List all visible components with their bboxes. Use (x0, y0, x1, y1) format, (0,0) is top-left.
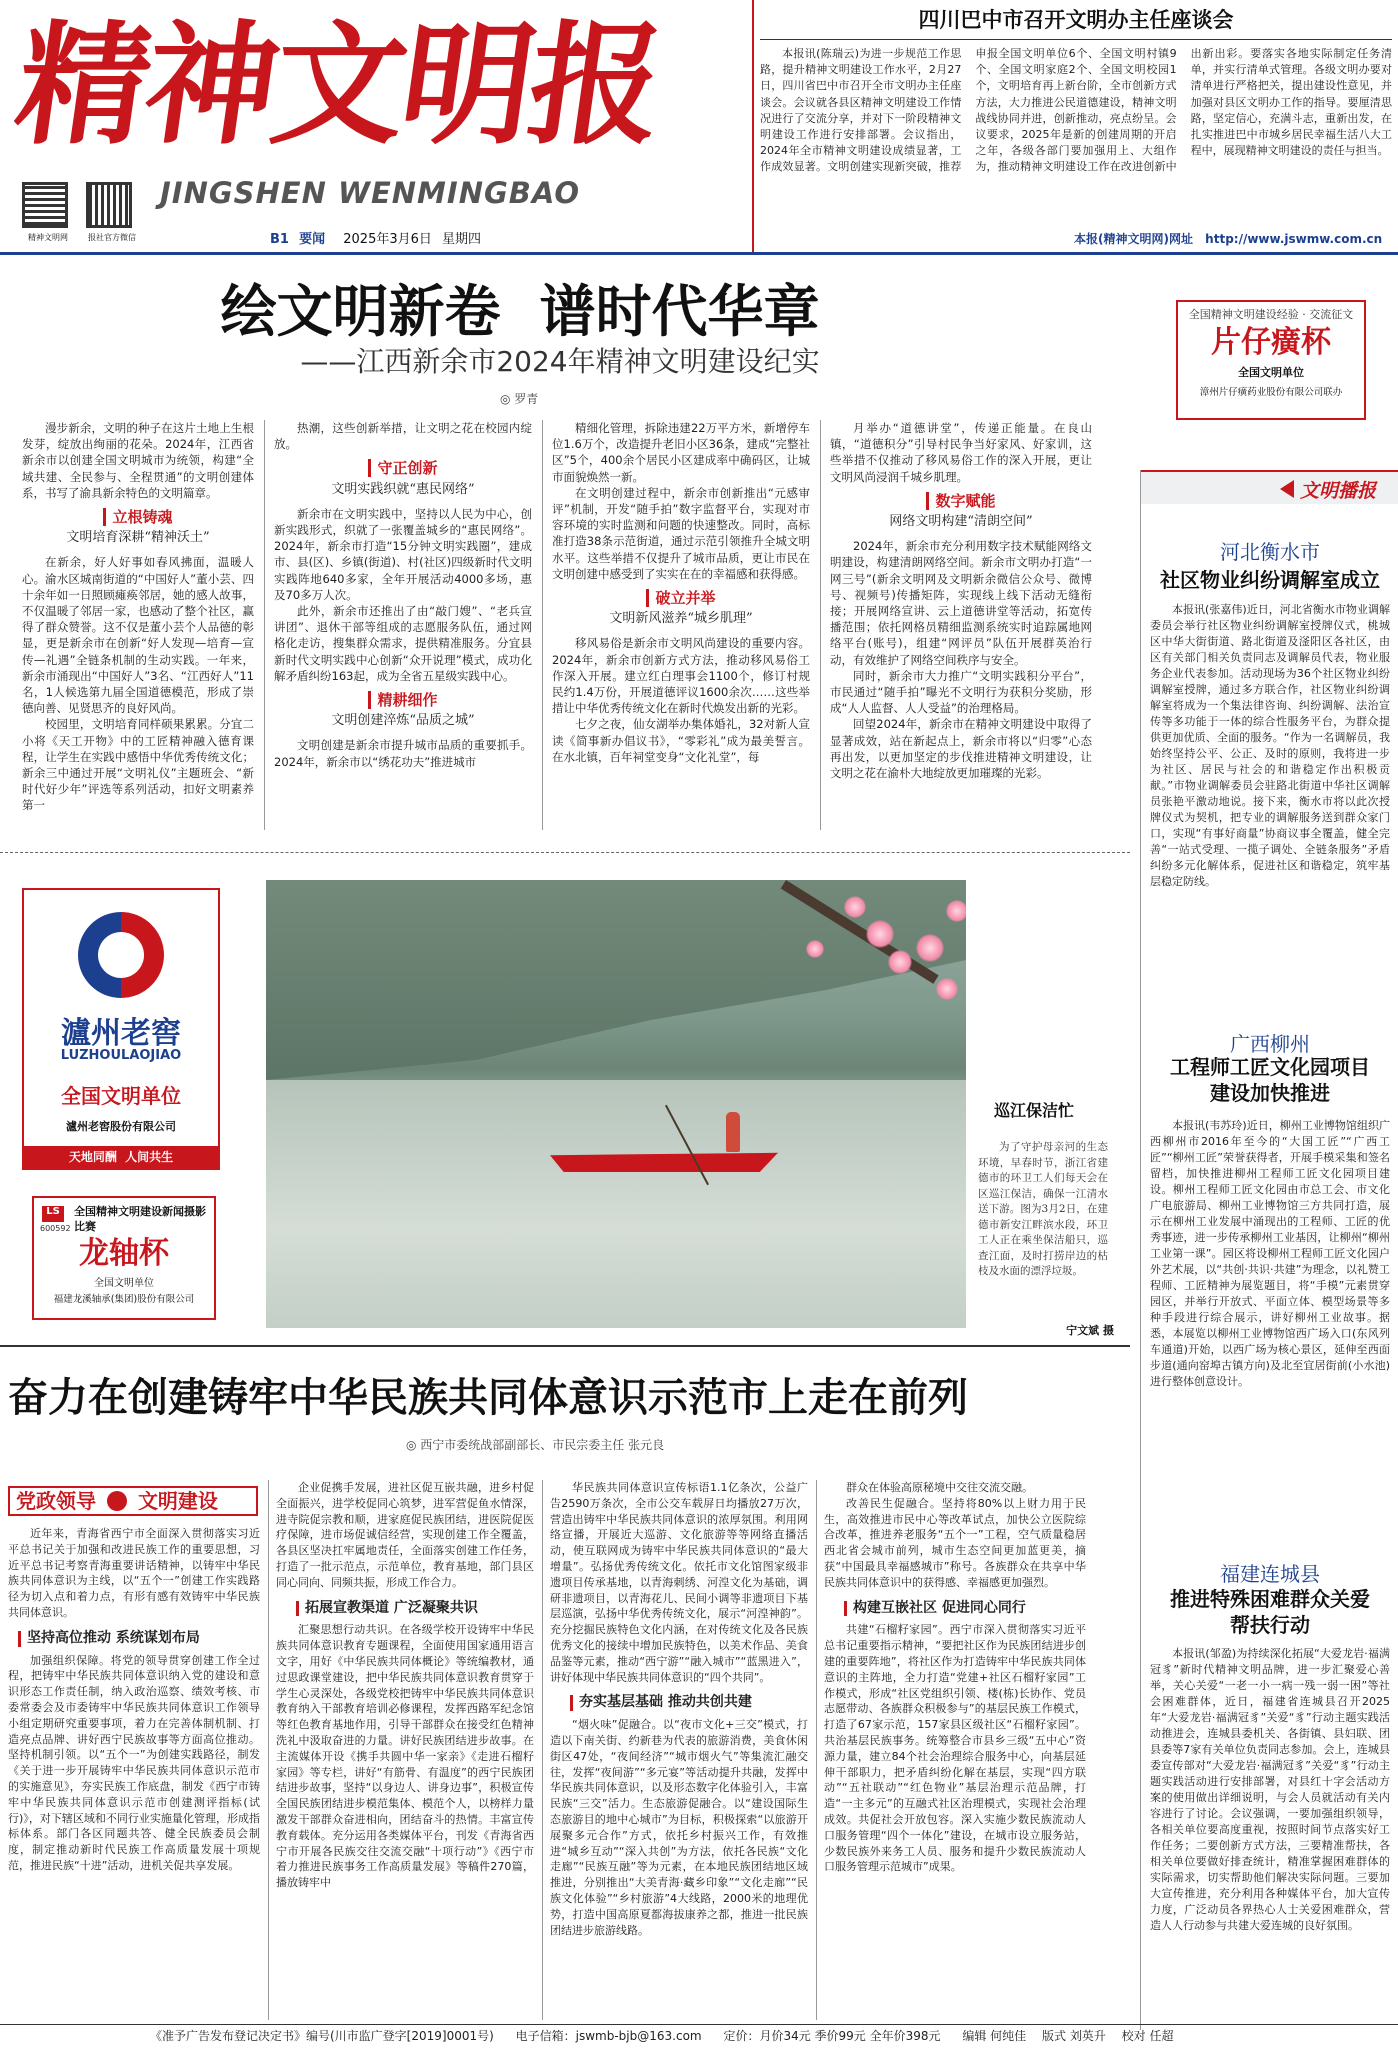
luzhou-pinyin: LUZHOULAOJIAO (60, 1048, 182, 1063)
news1-body: 本报讯(张嘉伟)近日，河北省衡水市物业调解委员会举行社区物业纠纷调解室授牌仪式，桃城区中华大街街道、路北街道及滏阳区各社区，由区有关部门相关负责同志及调解员代表，物业服务企业代表参加。活动现场为36个社区物业纠纷调解室授牌，通过多方联合作，社区物业纠纷调解室将成为一个集法律咨询、纠纷调解、法治宣传等多功能于一体的综合性服务平台，为群众提供更加优质、全面的服务。“作为一名调解员，我始终坚持公平、公正、及时的原则，我将进一步为社区、居民与社会的和谐稳定作出积极贡献。”市物业调解委员会驻路北街道中华社区调解员张艳平激动地说。接下来，衡水市将以此次授牌仪式为契机，把专业的调解服务送到群众家门口，实现“有事好商量”协商议事全覆盖，健全完善“一站式受理、一揽子调处、全链条服务”矛盾纠纷多元化解体系，促进社区和谐稳定，筑牢基层稳定防线。 (1150, 603, 1390, 888)
ad-pzh-brand: 片仔癀杯 (1211, 325, 1331, 360)
top-news-box (752, 0, 1398, 252)
broadcast-icon (1280, 480, 1294, 498)
qr-code-2[interactable] (86, 182, 132, 228)
lower-head-4: 构建互嵌社区 促进同心同行 (844, 1601, 1086, 1617)
article-col-3: 精细化管理，拆除违建22万平方米，新增停车位1.6万个，改造提升老旧小区36条，建成“完整社区”5个，400余个居民小区建成率中确码区，让城市面貌焕然一新。 在文明创建过程中，新余市创新推出“元感审评”机制，开发“随手拍”数字监督平台，实现对市容环境的实时监测和问题的快速整改。同时，高标准打造38条示范街道，通过示范引领推升全城文明水平。这些举措不仅提升了城市品质，更让市民在文明创建中感受到了实实在在的幸福感和获得感。 破立并举 文明新风滋养“城乡肌理” 移风易俗是新余市文明风尚建设的重要内容。2024年，新余市创新方式方法，推动移风易俗工作深入开展。建立红白理事会1100个，修订村规民约1.4万份，开展道德评议1600余次……这些举措让中华优秀传统文化在新时代焕发出新的光彩。 七夕之夜，仙女湖举办集体婚礼，32对新人宣读《简事新办倡议书》，“零彩礼”成为最美誓言。在水北镇，百年祠堂变身“文化礼堂”，每 (552, 421, 810, 764)
news1-location: 河北衡水市 (1220, 540, 1320, 564)
section-sub-3: 文明创建淬炼“品质之城” (331, 713, 475, 729)
section-head-4: 破立并举 (646, 589, 715, 607)
lower-col-4: 群众在体验高原秘境中交往交流交融。 改善民生促融合。坚持将80%以上财力用于民生，高效推进市民中心等改革试点，加快公立医院综合改革，推进养老服务“五个一”工程，空气质量稳居西北省会城市前列，城市生态空间更加蓝更美，摘获“中国最具幸福感城市”称号。各族群众在共享中华民族共同体意识中的获得感、幸福感更加强烈。 构建互嵌社区 促进同心同行 共建“石榴籽家园”。西宁市深入贯彻落实习近平总书记重要指示精神，“要把社区作为民族团结进步创建的重要阵地”，将社区作为打造铸牢中华民族共同体意识的主阵地，全力打造“党建+社区石榴籽家园”工作模式，形成“社区党组织引领、楼(栋)长协作、党员志愿带动、各族群众积极参与”的基层民族工作模式，打造了67家示范，157家县区级社区“石榴籽家园”。共治基层民族事务。统筹整合市县乡三级“五中心”资源力量，建立84个社会治理综合服务中心，向基层延伸干部职力，把矛盾纠纷化解在基层，实现“四方联动”“五社联动”“红色物业”基层治理示范品牌，打造“一主多元”的互融式社区治理模式，实现社会治理成效。共促社会开放包容。深入实施少数民族流动人口服务管理“四个一体化”建设，在城市设立服务站，少数民族外来务工人员、服务和提升少数民族流动人口服务管理示范城市”成果。 (824, 1481, 1086, 1874)
section-head-1: 立根铸魂 (22, 509, 254, 526)
section-sub-5: 网络文明构建“清朗空间” (889, 514, 1033, 530)
lower-author: ◎ 西宁市委统战部副部长、市民宗委主任 张元良 (406, 1438, 665, 1452)
article-col-2: 热潮，这些创新举措，让文明之花在校园内绽放。 守正创新 文明实践织就“惠民网络” 新余市在文明实践中，坚持以人民为中心，创新实践形式，织就了一张覆盖城乡的“惠民网络”。2024年，新余市打造“15分钟文明实践圈”，建成市、县(区)、乡镇(街道)、村(社区)四级新时代文明实践阵地640多家，全年开展活动4000多场，惠及70多万人次。 此外，新余市还推出了由“敲门嫂”、“老兵宣讲团”、退休干部等组成的志愿服务队伍，通过网格化走访，搜集群众需求，提供精准服务。分宜县新时代文明实践中心创新“众开说理”模式，成功化解矛盾纠纷163起，成为全省五星级实践中心。 精耕细作 文明创建淬炼“品质之城” 文明创建是新余市提升城市品质的重要抓手。2024年，新余市以“绣花功夫”推进城市 (274, 421, 532, 769)
qr-code-1[interactable] (22, 182, 68, 228)
section-head-2: 守正创新 (368, 459, 437, 477)
news2-title: 工程师工匠文化园项目建设加快推进 (1170, 1055, 1370, 1105)
longzhou-top: 全国精神文明建设新闻摄影比赛 (74, 1205, 206, 1233)
news3-title: 推进特殊困难群众关爱帮扶行动 (1170, 1587, 1370, 1637)
ad-pzh-unit: 全国文明单位 (1238, 366, 1304, 379)
footer (150, 2027, 1390, 2045)
section-head-5: 数字赋能 (926, 492, 995, 510)
ad-longzhou[interactable] (32, 1196, 216, 1320)
website-url[interactable]: http://www.jswmw.com.cn (1205, 232, 1383, 246)
lower-head-1: 坚持高位推动 系统谋划布局 (18, 1631, 260, 1647)
ad-pzh-company: 漳州片仔癀药业股份有限公司联办 (1199, 387, 1343, 398)
lower-title: 奋力在创建铸牢中华民族共同体意识示范市上走在前列 (8, 1375, 968, 1421)
river-photo (266, 880, 966, 1328)
luzhou-title: 全国文明单位 (61, 1084, 181, 1108)
website-label: 本报(精神文明网)网址 (1074, 232, 1193, 246)
ad-pzh-top: 全国精神文明建设经验 · 交流征文 (1188, 308, 1354, 321)
lower-tag (8, 1486, 258, 1516)
luzhou-logo-inner (98, 932, 144, 978)
ad-luzhou[interactable] (22, 888, 220, 1170)
lower-col-2: 企业促携手发展，进社区促互嵌共融，进乡村促全面振兴，进学校促同心筑梦，进军营促鱼水情深，进寺院促宗教和顺，进家庭促民族团结，进医院促医疗保障，进市场促诚信经营，实现创建工作全覆盖，各县区坚决扛牢属地责任，全面落实创建工作任务，打造了一批示范点，示范单位，教育基地，部门县区同心同向、同频共振，形成工作合力。 拓展宣教渠道 广泛凝聚共识 汇聚思想行动共识。在各级学校开设铸牢中华民族共同体意识教育专题课程，全面使用国家通用语言文字，用好《中华民族共同体概论》等统编教材，通过思政课堂建设，把中华民族共同体意识教育贯穿于学生心灵深处，各级党校把铸牢中华民族共同体意识教育纳入干部教育培训必修课程，发挥西路军纪念馆等红色教育基地作用，引导干部群众在接受红色精神洗礼中汲取奋进的力量。讲好民族团结进步故事。在主流媒体开设《携手共圆中华一家亲》《走进石榴籽家园》等专栏，讲好“有筋骨、有温度”的西宁民族团结进步故事，坚持“以身边人、讲身边事”，积极宣传全国民族团结进步模范集体、模范个人，以榜样力量激发干部群众奋进相向，团结奋斗的热情。丰富宣传教育载体。充分运用各类媒体平台，刊发《青海省西宁市开展各民族交往交流交融“十项行动”》《西宁市着力推进民族事务工作高质量发展》等稿件270篇，播放铸牢中 (276, 1481, 534, 1890)
sidebar-header (1140, 470, 1398, 504)
section-head-3: 精耕细作 (368, 691, 437, 709)
tag-icon (107, 1491, 127, 1511)
tag-civil: 文明建设 (137, 1489, 218, 1513)
sidebar-header-label: 文明播报 (1300, 480, 1377, 502)
article-col-1: 漫步新余，文明的种子在这片土地上生根发芽，绽放出绚丽的花朵。2024年，江西省新余市以创建全国文明城市为统领，构建“全域共建、全民参与、全程贯通”的文明创建体系，书写了渝具新余特色的文明篇章。 立根铸魂 文明培育深耕“精神沃土” 在新余，好人好事如春风拂面，温暖人心。渝水区城南街道的“中国好人”董小芸、四十余年如一日照顾瘫痪邻居，她的感人故事，不仅温暖了邻居一家，也感动了整个社区，赢得了群众赞誉。这不仅是董小芸个人品德的彰显，更是新余市在创新“好人发现—培育—宣传—礼遇”全链条机制的生动实践。一年来，新余市涌现出“中国好人”3名、“江西好人”11名，1人候选第九届全国道德模范，形成了崇德向善、见贤思齐的良好风尚。 校园里，文明培育同样硕果累累。分宜二小将《天工开物》中的工匠精神融入德育课程，让学生在实践中感悟中华优秀传统文化；新余三中通过开展“文明礼仪”主题班会、“新时代好少年”评选等系列活动，扣好文明素养第一 (22, 421, 254, 813)
qr2-label: 报社官方微信 (88, 233, 136, 242)
footer-license: 《准予广告发布登记决定书》编号(川市监广登字[2019]0001号) (150, 2029, 494, 2043)
headline-author: ◎ 罗青 (500, 392, 539, 406)
footer-editor: 编辑 何纯佳 (962, 2029, 1027, 2043)
top-news-title: 四川巴中市召开文明办主任座谈会 (760, 0, 1392, 40)
lower-col-3: 华民族共同体意识宣传标语1.1亿条次，公益广告2590万条次，全市公交车载屏日均播放27万次，营造出铸牢中华民族共同体意识的浓厚氛围。利用网络宣播，开展近大巡游、文化旅游等等网络直播活动，使互联网成为铸牢中华民族共同体意识的“最大增量”。弘扬优秀传统文化。依托市文化馆图家级非遗项目传承基地，以青海刺绣、河湟文化为基础，调研非遗项目，以青海花儿、民间小调等非遗项目下基层巡演，弘扬中华优秀传统文化，展示“河湟神韵”。充分挖掘民族特色文化内涵，在对传统文化及各民族优秀文化的接续中增加民族特色，以美术作品、美食品鉴等元素，推动“西宁游”“融入城市”“蓝黑进入”，讲好体现中华民族共同体意识的“四个共同”。 夯实基层基础 推动共创共建 “烟火味”促融合。以“夜市文化+三交”模式，打造以下南关街、约新巷为代表的旅游消费，美食休闲街区47处，“夜间经济”“城市烟火气”等集流汇融交往，发挥“夜间游”“多元宴”等活动提升共融，发挥中华民族共同体意识，以及形态数字化体验引入，丰富民族“三交”活力。生态旅游促融合。以“建设国际生态旅游目的地中心城市”为目标，积极探索“以旅游开展聚多元合作”方式，依托乡村振兴工作，有效推进“城乡互动”“深入共创”为方法，依托各民族“文化走廊”“民族互融”等为元素，在本地民族团结地区域推进，分别推出“大美青海·藏乡印象”“文化走廊”“民族文化体验”“乡村旅游”4大线路，2000米的地理优势，打造中国高原夏都海拔康养之都，推进一批民族团结进步旅游线路。 (550, 1481, 808, 1937)
masthead-pinyin: JINGSHEN WENMINGBAO (160, 176, 581, 210)
headline-title: 绘文明新卷 谱时代华章 (220, 280, 820, 345)
photo-caption: 为了守护母亲河的生态环境，早春时节，浙江省建德市的环卫工人们每天会在区巡江保洁，确保一江清水送下游。图为3月2日，在建德市新安江畔滨水段，环卫工人正在乘坐保洁船只，巡查江面，及时打捞岸边的枯枝及水面的漂浮垃圾。 (978, 1141, 1108, 1277)
issue-weekday: 星期四 (442, 232, 482, 247)
ad-pianzaihuang[interactable] (1176, 300, 1366, 420)
news2-body: 本报讯(韦苏玲)近日，柳州工业博物馆组织广西柳州市2016年至今的“大国工匠”“广西工匠”“柳州工匠”荣誉获得者，开展手模采集和签名留档，加快推进柳州工程师工匠文化园项目建设。柳州工程师工匠文化园由市总工会、市文化广电旅游局、柳州工业博物馆三方共同打造，展示在柳州工业发展中涌现出的工程师、工匠的优秀事迹，进一步传承柳州工业基因，让柳州“柳州工业第一课”。园区将设柳州工程师工匠文化园户外艺术展，以“共创·共识·共建”为理念，以礼赞工程师、工匠精神为展览题目，将“手模”元素贯穿园区，并举行开放式、平面立体、模型场景等多种手段进行综合展示，讲好柳州工业故事。据悉，本展览以柳州工业博物馆西广场入口(东风列车通道)开始，以西广场为核心景区，延伸至西面步道(通向窑埠古镇方向)及北至宜居街前(小水池)进行整体创意设计。 (1150, 1119, 1390, 1388)
luzhou-company: 瀘州老窖股份有限公司 (66, 1120, 176, 1133)
section-number: B1 (270, 232, 289, 247)
section-sub-1: 文明培育深耕“精神沃土” (66, 530, 210, 546)
issue-date: 2025年3月6日 (343, 232, 432, 247)
website-bar (1074, 230, 1394, 247)
photo-credit: 宁文斌 摄 (1066, 1324, 1114, 1337)
masthead-title: 精神文明报 (7, 8, 669, 163)
section-name: 要闻 (299, 232, 326, 247)
luzhou-slogan: 天地同酬 人间共生 (24, 1146, 218, 1168)
headline-subtitle: ——江西新余市2024年精神文明建设纪实 (300, 345, 820, 378)
footer-email: 电子信箱：jswmb-bjb@163.com (515, 2029, 702, 2043)
footer-price: 定价：月价34元 季价99元 全年价398元 (723, 2029, 941, 2043)
top-news-body: 本报讯(陈瑞云)为进一步规范工作思路，提升精神文明建设工作水平，2月27日，四川省巴中市召开全市文明办主任座谈会。会议就各县区精神文明建设工作情况进行了交流分享，并对下一阶段精神文明建设工作进行安排部署。会议指出，2024年全市精神文明建设成绩显著，工作成效显著。文明创建实现新突破，推荐申报全国文明单位6个、全国文明村镇9个、全国文明家庭2个、全国文明校园1个，文明培育再上新台阶，全市创新方式方法，大力推进公民道德建设，精神文明战线协同并进，创新推动，亮点纷呈。会议要求，2025年是新的创建周期的开启之年，各级各部门要加强用上、大组作为，推动精神文明建设工作在改进创新中出新出彩。要落实各地实际制定任务清单，并实行清单式管理。各级文明办要对清单进行严格把关，提出建设性意见，并加强对县区文明办工作的指导。要厘清思路，坚定信心，充满斗志，重新出发，在扎实推进巴中市城乡居民幸福生活八大工程中，展现精神文明建设的责任与担当。 (760, 47, 1392, 174)
longzhou-brand: 龙轴杯 (79, 1236, 169, 1271)
news3-location: 福建连城县 (1220, 1562, 1320, 1586)
boat-worker (726, 1112, 740, 1152)
longzhou-company: 福建龙溪轴承(集团)股份有限公司 (53, 1294, 195, 1305)
footer-layout: 版式 刘英升 (1042, 2029, 1106, 2043)
section-sub-4: 文明新风滋养“城乡肌理” (609, 611, 753, 627)
longzhou-logo: LS (42, 1206, 64, 1222)
date-bar (270, 230, 750, 250)
longzhou-code: 600592 (40, 1224, 71, 1233)
luzhou-brand: 瀘州老窖 (61, 1016, 181, 1051)
lower-head-2: 拓展宣教渠道 广泛凝聚共识 (296, 1601, 534, 1617)
news3-body: 本报讯(邹盈)为持续深化拓展“大爱龙岩·福满冠豸”新时代精神文明品牌，进一步汇聚爱心善举，关心关爱“一老一小一病一残一弱一困”等社会困难群体，近日，福建省连城县召开2025年“大爱龙岩·福满冠豸”关爱“豸”行动主题实践活动推进会，连城县委机关、各街镇、县妇联、团县委等7家有关单位负责同志参加。会上，连城县委宣传部对“大爱龙岩·福满冠豸”关爱“豸”行动主题实践活动进行安排部署，对县红十字会活动方案的使用做出详细说明，与会人员就活动有关内容进行了讨论。会议强调，一要加强组织领导，各相关单位要高度重视，按照时间节点落实好工作任务；二要创新方式方法，三要精准帮扶，各相关单位要做好排查统计，精准掌握困难群体的实际需求，切实帮助他们解决实际问题。三要加大宣传推进，充分利用各种媒体平台，加大宣传力度，广泛动员各界热心人士关爱困难群众，营造人人行动参与共建大爱连城的良好氛围。 (1150, 1647, 1390, 1932)
article-col-4: 月举办“道德讲堂”，传递正能量。在良山镇，“道德积分”引导村民争当好家风、好家训，这些举措不仅推动了移风易俗工作的深入开展，更让文明风尚浸润千城乡肌理。 数字赋能 网络文明构建“清朗空间” 2024年，新余市充分利用数字技术赋能网络文明建设，构建清朗网络空间。新余市文明办打造“一网三号”(新余文明网及文明新余微信公众号、微博号、视频号)传播矩阵，实现线上线下活动无缝衔接；开展网络宣讲、云上道德讲堂等活动，拓宽传播范围；依托网格员精细监测系统实时追踪属地网络平台(账号)，组建“网评员”队伍开展群英治行动，有效维护了网络空间秩序与安全。 同时，新余市大力推广“文明实践积分平台”，市民通过“随手拍”曝光不文明行为获积分奖励，形成“人人监督、人人受益”的治理格局。 回望2024年，新余市在精神文明建设中取得了显著成效，站在新起点上，新余市将以“归零”心态再出发，以更加坚定的步伐推进精神文明建设，让文明之花在渝朴大地绽放更加璀璨的光彩。 (830, 421, 1092, 781)
news2-location: 广西柳州 (1230, 1032, 1310, 1056)
river-water (266, 1080, 966, 1328)
photo-caption-title: 巡江保洁忙 (993, 1101, 1074, 1120)
footer-proof: 校对 任超 (1121, 2029, 1174, 2043)
section-sub-2: 文明实践织就“惠民网络” (331, 481, 475, 497)
lower-head-3: 夯实基层基础 推动共创共建 (570, 1695, 808, 1711)
longzhou-unit: 全国文明单位 (94, 1278, 154, 1289)
tag-party: 党政领导 (16, 1489, 96, 1513)
lower-col-1: 近年来，青海省西宁市全面深入贯彻落实习近平总书记关于加强和改进民族工作的重要思想，习近平总书记考察青海重要讲话精神，以铸牢中华民族共同体意识为主线，以“五个一”创建工作实践路径为切入点和着力点，有形有感有效铸牢中华民族共同体意识。 坚持高位推动 系统谋划布局 加强组织保障。将党的领导贯穿创建工作全过程，把铸牢中华民族共同体意识纳入党的建设和意识形态工作责任制，纳入政治巡察、绩效考核、市委常委会及市委铸牢中华民族共同体意识工作领导小组定期研究重要事项，着力在完善体制机制、打造亮点品牌、讲好西宁民族故事等方面高位推动。坚持机制引领。以“五个一”为创建实践路径，制发《关于进一步开展铸牢中华民族共同体意识示范市的实施意见》，夯实民族工作底盘，制发《西宁市铸牢中华民族共同体意识示范市创建测评指标(试行)》，对下辖区域和不同行业实施量化管理，形成指标体系。部门各区同题共答、健全民族委员会制度，制定推动新时代民族工作高质量发展十项规范，推进民族“十进”活动，进机关促共享发展。 (8, 1527, 260, 1872)
qr1-label: 精神文明网 (28, 233, 68, 242)
news1-title: 社区物业纠纷调解室成立 (1160, 568, 1380, 592)
